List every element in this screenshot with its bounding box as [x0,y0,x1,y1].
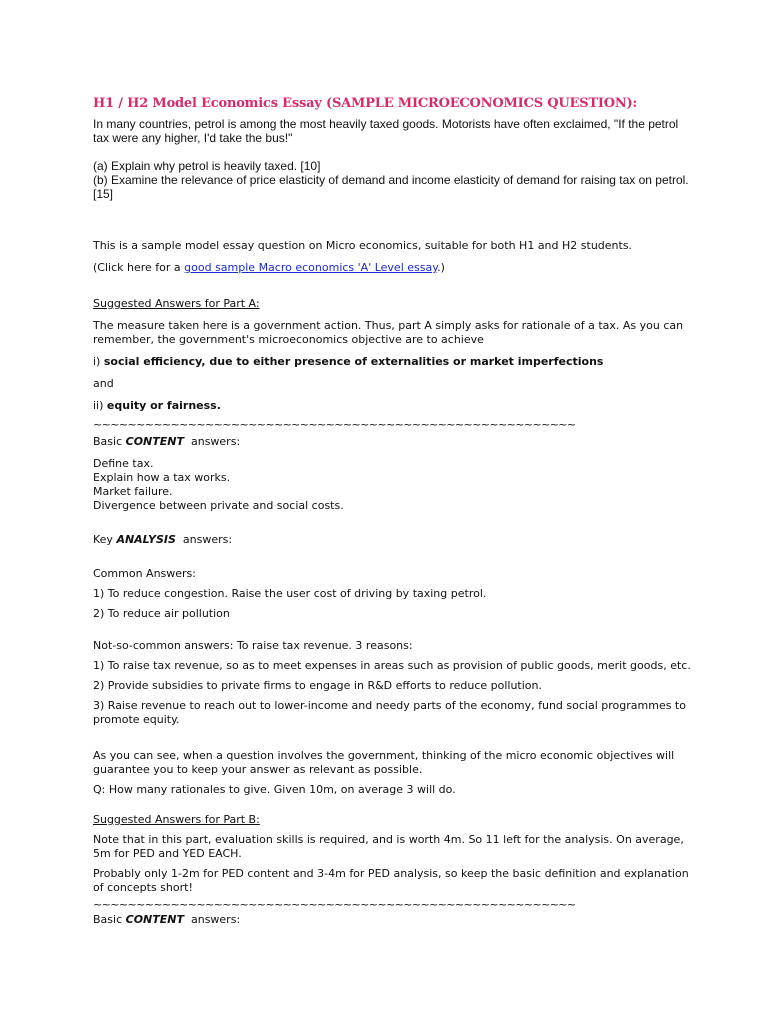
list-item: Divergence between private and social costs. [93,499,344,512]
reason-1: 1) To raise tax revenue, so as to meet expenses in areas such as provision of public goods, merit goods, etc. [93,659,691,672]
common-answer-1: 1) To reduce congestion. Raise the user cost of driving by taxing petrol. [93,587,487,600]
basic-prefix: Basic [93,435,126,448]
page-title: H1 / H2 Model Economics Essay (SAMPLE MICROECONOMICS QUESTION): [93,96,638,111]
question-b: (b) Examine the relevance of price elasticity of demand and income elasticity of demand for raising tax on petrol. [15] [93,173,689,201]
reason-3: 3) Raise revenue to reach out to lower-income and needy parts of the economy, fund social programmes to promote equity. [93,699,686,726]
objective-ii-prefix: ii) [93,399,107,412]
key-analysis-heading [93,533,693,547]
document-body [93,96,693,927]
government-note: As you can see, when a question involves the government, thinking of the micro economic objectives will guarantee you to keep your answer as relevant as possible. [93,749,675,776]
separator: ~~~~~~~~~~~~~~~~~~~~~~~~~~~~~~~~~~~~~~~~~~~~~~~~~~~~~~~~ [93,419,576,431]
separator: ~~~~~~~~~~~~~~~~~~~~~~~~~~~~~~~~~~~~~~~~~~~~~~~~~~~~~~~~ [93,899,576,911]
basic-prefix: Basic [93,913,126,926]
notsocommon-heading: Not-so-common answers: To raise tax revenue. 3 reasons: [93,639,413,652]
objective-i [93,355,693,369]
click-suffix: .) [437,261,445,274]
part-b-text-2: Probably only 1-2m for PED content and 3-4m for PED analysis, so keep the basic definition and explanation of concepts short! [93,867,689,894]
content-word: CONTENT [125,435,184,448]
intro-paragraph: In many countries, petrol is among the most heavily taxed goods. Motorists have often exclaimed, "If the petrol tax were any higher, I'd take the bus!" [93,117,679,145]
content-list [93,457,693,513]
objective-i-prefix: i) [93,355,104,368]
common-answer-2: 2) To reduce air pollution [93,607,230,620]
click-line [93,261,693,275]
list-item: Explain how a tax works. [93,471,231,484]
answers-suffix: answers: [183,913,241,926]
list-item: Define tax. [93,457,154,470]
common-heading: Common Answers: [93,567,196,580]
objective-ii [93,399,693,413]
key-prefix: Key [93,533,117,546]
spacer [93,145,693,159]
click-prefix: (Click here for a [93,261,185,274]
part-b-heading: Suggested Answers for Part B: [93,813,260,826]
objective-i-text: social efficiency, due to either presence of externalities or market imperfections [103,355,604,368]
part-b-text: Note that in this part, evaluation skills is required, and is worth 4m. So 11 left for the analysis. On average, 5m for PED and YED EACH. [93,833,684,860]
part-a-heading: Suggested Answers for Part A: [93,297,260,310]
basic-content-heading-2 [93,913,693,927]
part-a-text: The measure taken here is a government action. Thus, part A simply asks for rationale of a tax. As you can remember, the government's microeconomics objective are to achieve [93,319,684,346]
list-item: Market failure. [93,485,173,498]
macro-essay-link[interactable]: good sample Macro economics 'A' Level essay [184,261,438,274]
content-word: CONTENT [125,913,184,926]
reason-2: 2) Provide subsidies to private firms to engage in R&D efforts to reduce pollution. [93,679,543,692]
q-rationales: Q: How many rationales to give. Given 10m, on average 3 will do. [93,783,456,796]
objective-ii-text: equity or fairness. [106,399,221,412]
analysis-word: ANALYSIS [116,533,176,546]
answers-suffix: answers: [183,435,241,448]
and-text: and [93,377,114,390]
question-a: (a) Explain why petrol is heavily taxed. [10] [93,159,321,173]
sample-note: This is a sample model essay question on Micro economics, suitable for both H1 and H2 students. [93,239,633,252]
answers-suffix: answers: [175,533,233,546]
basic-content-heading [93,435,693,449]
